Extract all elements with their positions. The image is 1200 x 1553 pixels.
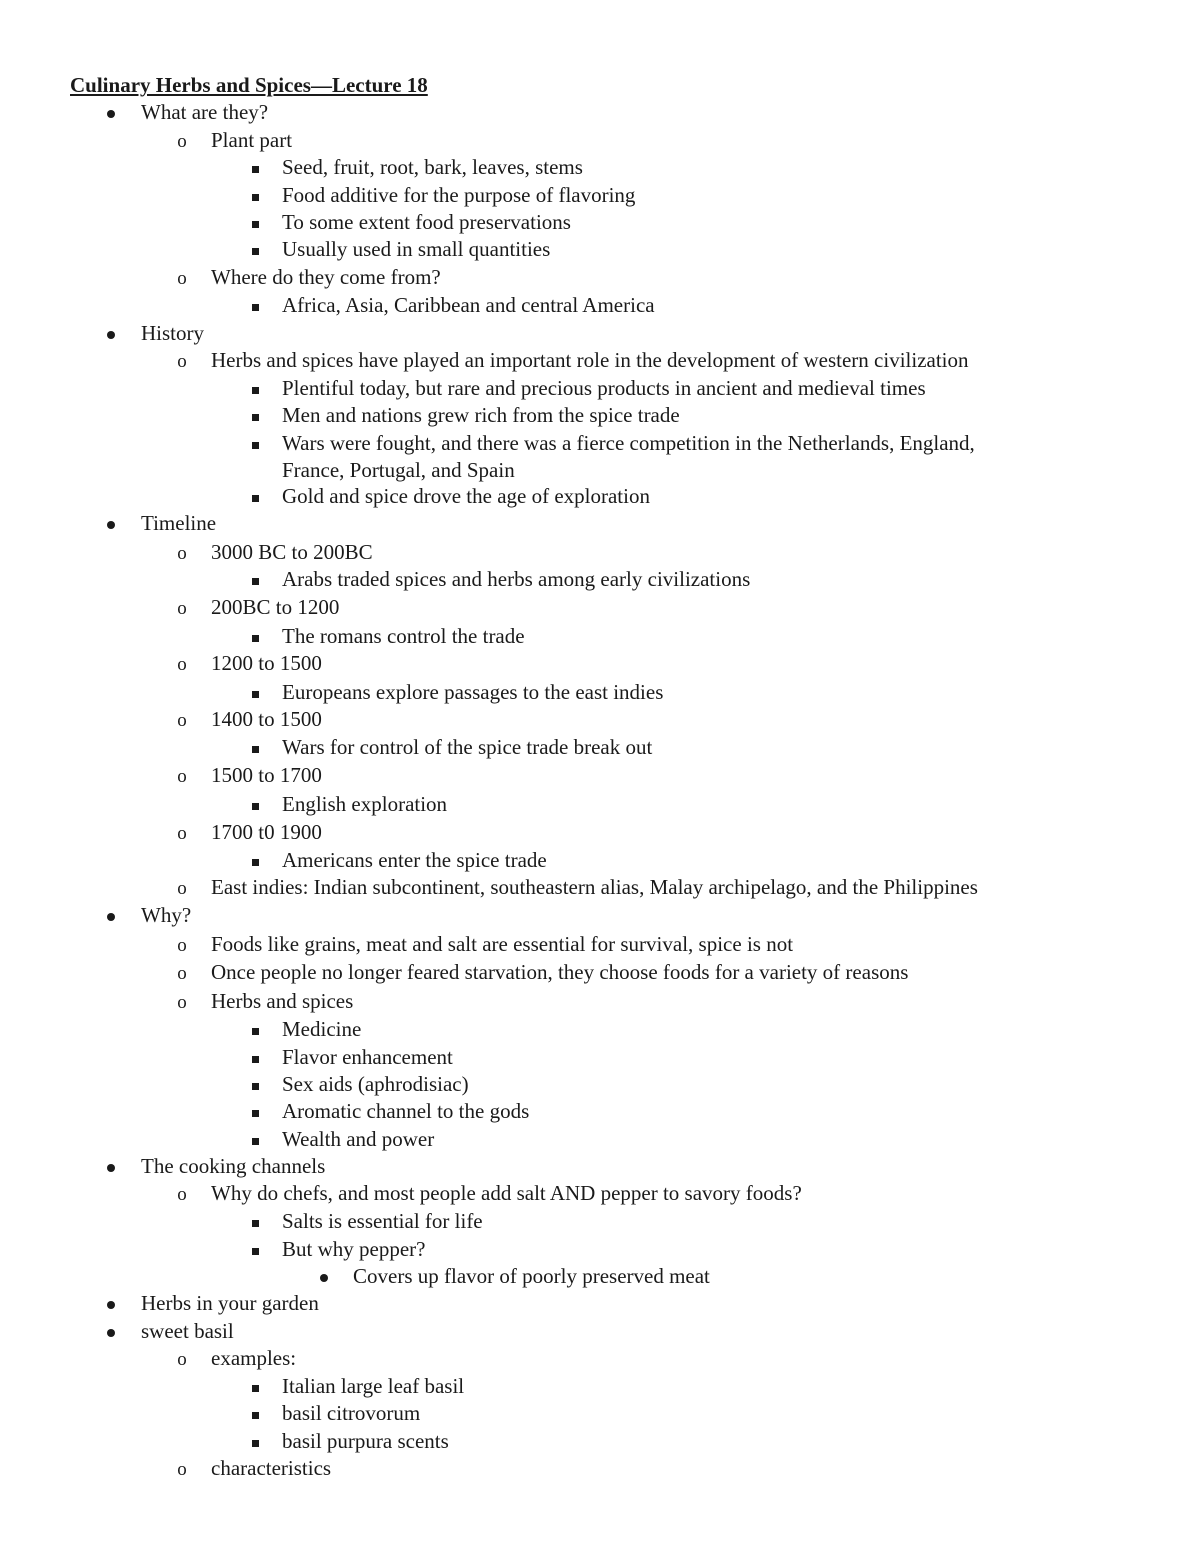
bullet-square-icon <box>240 183 270 207</box>
bullet-square-icon <box>240 1127 270 1151</box>
bullet-square-icon <box>240 792 270 816</box>
list-item-level-1: sweet basil <box>141 1319 234 1343</box>
bullet-square-icon <box>240 848 270 872</box>
list-item-level-3: Wealth and power <box>282 1127 435 1151</box>
bullet-square-icon <box>240 210 270 234</box>
bullet-circle-icon <box>167 1456 197 1482</box>
bullet-circle-icon <box>167 1181 197 1207</box>
list-item-level-2: examples: <box>211 1346 297 1370</box>
list-item-level-1: What are they? <box>141 100 269 124</box>
bullet-circle-icon <box>167 763 197 789</box>
list-item-level-2: characteristics <box>211 1456 332 1480</box>
bullet-square-icon <box>240 1374 270 1398</box>
list-item-level-3: Sex aids (aphrodisiac) <box>282 1072 469 1096</box>
bullet-circle-icon <box>167 348 197 374</box>
list-item-level-3: Arabs traded spices and herbs among early civilizations <box>282 567 751 591</box>
bullet-circle-icon <box>167 875 197 901</box>
bullet-circle-icon <box>167 1346 197 1372</box>
bullet-circle-icon <box>167 820 197 846</box>
list-item-level-3: Plentiful today, but rare and precious products in ancient and medieval times <box>282 376 926 400</box>
list-item-level-3: Gold and spice drove the age of exploration <box>282 484 650 508</box>
list-item-level-2: 1500 to 1700 <box>211 763 322 787</box>
bullet-square-icon <box>240 484 270 508</box>
list-item-level-1: The cooking channels <box>141 1154 326 1178</box>
bullet-circle-icon <box>167 128 197 154</box>
list-item-continuation: France, Portugal, and Spain <box>282 458 515 482</box>
bullet-dot-icon <box>96 100 126 124</box>
bullet-circle-icon <box>167 989 197 1015</box>
bullet-circle-icon <box>167 595 197 621</box>
list-item-level-2: Foods like grains, meat and salt are essential for survival, spice is not <box>211 932 794 956</box>
list-item-level-3: Medicine <box>282 1017 362 1041</box>
list-item-level-3: Wars were fought, and there was a fierce competition in the Netherlands, England, <box>282 431 975 455</box>
list-item-level-3: Flavor enhancement <box>282 1045 453 1069</box>
list-item-level-3: Europeans explore passages to the east indies <box>282 680 664 704</box>
list-item-level-4: Covers up flavor of poorly preserved meat <box>353 1264 710 1288</box>
list-item-level-3: English exploration <box>282 792 448 816</box>
list-item-level-2: East indies: Indian subcontinent, southeastern alias, Malay archipelago, and the Philippines <box>211 875 978 899</box>
bullet-square-icon <box>240 1209 270 1233</box>
list-item-level-1: Why? <box>141 903 192 927</box>
list-item-level-3: basil citrovorum <box>282 1401 421 1425</box>
bullet-dot-icon <box>96 511 126 535</box>
list-item-level-2: 1400 to 1500 <box>211 707 322 731</box>
list-item-level-3: Africa, Asia, Caribbean and central America <box>282 293 655 317</box>
list-item-level-1: Herbs in your garden <box>141 1291 319 1315</box>
list-item-level-2: Why do chefs, and most people add salt AND pepper to savory foods? <box>211 1181 802 1205</box>
list-item-level-3: But why pepper? <box>282 1237 426 1261</box>
bullet-circle-icon <box>167 960 197 986</box>
bullet-square-icon <box>240 1237 270 1261</box>
list-item-level-2: Plant part <box>211 128 293 152</box>
list-item-level-3: Italian large leaf basil <box>282 1374 465 1398</box>
list-item-level-3: basil purpura scents <box>282 1429 449 1453</box>
bullet-square-icon <box>240 680 270 704</box>
list-item-level-2: 1200 to 1500 <box>211 651 322 675</box>
bullet-dot-icon <box>96 903 126 927</box>
bullet-dot-icon <box>309 1264 339 1288</box>
bullet-square-icon <box>240 735 270 759</box>
list-item-level-2: 200BC to 1200 <box>211 595 340 619</box>
list-item-level-3: To some extent food preservations <box>282 210 571 234</box>
bullet-square-icon <box>240 1072 270 1096</box>
bullet-square-icon <box>240 293 270 317</box>
list-item-level-2: Once people no longer feared starvation, they choose foods for a variety of reasons <box>211 960 909 984</box>
bullet-square-icon <box>240 1099 270 1123</box>
bullet-square-icon <box>240 1017 270 1041</box>
bullet-square-icon <box>240 376 270 400</box>
bullet-square-icon <box>240 155 270 179</box>
list-item-level-3: Usually used in small quantities <box>282 237 551 261</box>
list-item-level-2: Where do they come from? <box>211 265 441 289</box>
bullet-square-icon <box>240 624 270 648</box>
bullet-circle-icon <box>167 932 197 958</box>
list-item-level-3: Salts is essential for life <box>282 1209 483 1233</box>
list-item-level-3: Aromatic channel to the gods <box>282 1099 530 1123</box>
list-item-level-2: 3000 BC to 200BC <box>211 540 373 564</box>
bullet-square-icon <box>240 403 270 427</box>
list-item-level-3: The romans control the trade <box>282 624 525 648</box>
bullet-dot-icon <box>96 1319 126 1343</box>
list-item-level-3: Wars for control of the spice trade break out <box>282 735 653 759</box>
bullet-square-icon <box>240 1401 270 1425</box>
bullet-dot-icon <box>96 1154 126 1178</box>
document-title: Culinary Herbs and Spices—Lecture 18 <box>70 73 428 97</box>
bullet-dot-icon <box>96 321 126 345</box>
list-item-level-1: Timeline <box>141 511 217 535</box>
bullet-square-icon <box>240 431 270 455</box>
list-item-level-2: Herbs and spices <box>211 989 354 1013</box>
bullet-square-icon <box>240 1045 270 1069</box>
list-item-level-2: Herbs and spices have played an important role in the development of western civilization <box>211 348 969 372</box>
bullet-circle-icon <box>167 651 197 677</box>
list-item-level-1: History <box>141 321 204 345</box>
bullet-dot-icon <box>96 1291 126 1315</box>
bullet-square-icon <box>240 567 270 591</box>
list-item-level-3: Men and nations grew rich from the spice trade <box>282 403 680 427</box>
bullet-circle-icon <box>167 540 197 566</box>
bullet-square-icon <box>240 1429 270 1453</box>
list-item-level-3: Americans enter the spice trade <box>282 848 547 872</box>
list-item-level-3: Food additive for the purpose of flavoring <box>282 183 636 207</box>
bullet-circle-icon <box>167 265 197 291</box>
list-item-level-2: 1700 t0 1900 <box>211 820 322 844</box>
bullet-circle-icon <box>167 707 197 733</box>
list-item-level-3: Seed, fruit, root, bark, leaves, stems <box>282 155 583 179</box>
bullet-square-icon <box>240 237 270 261</box>
